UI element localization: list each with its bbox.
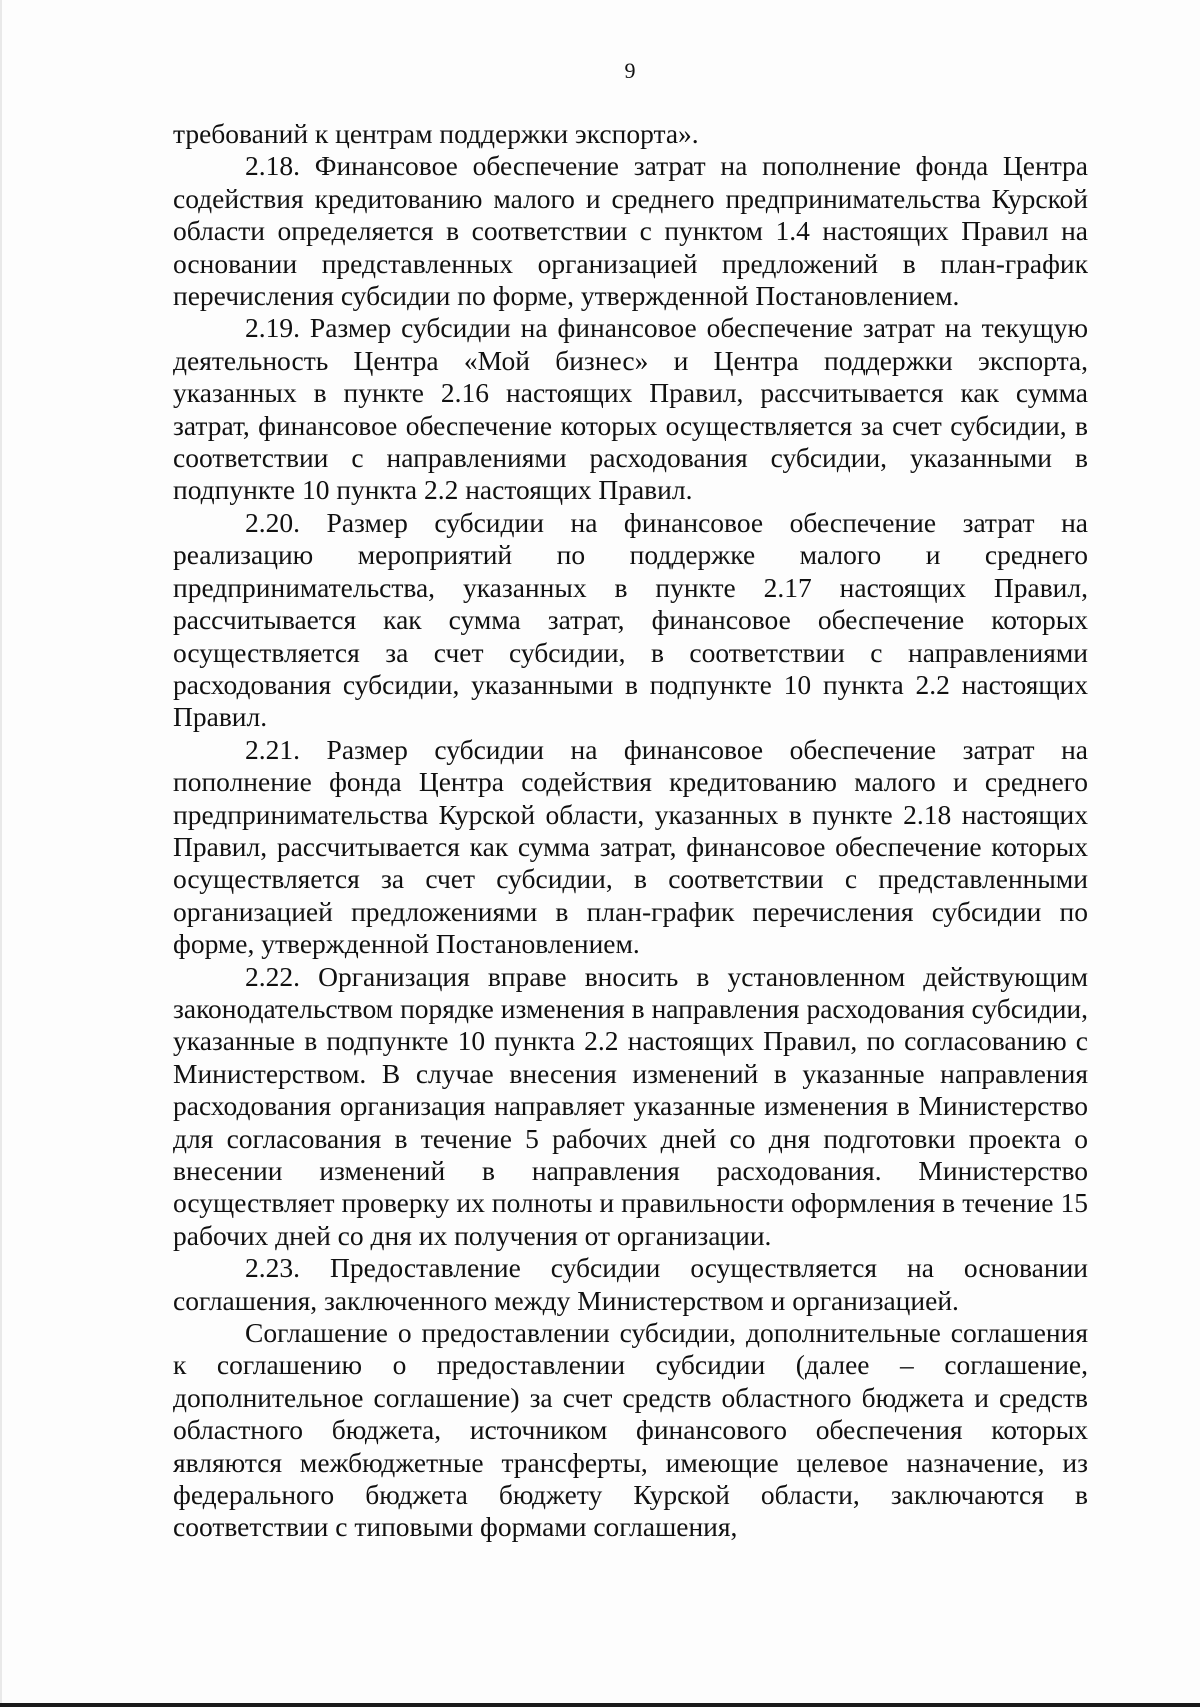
paragraph-2-19: 2.19. Размер субсидии на финансовое обеспечение затрат на текущую деятельность Центра «Мой бизнес» и Центра поддержки экспорта, указанных в пункте 2.16 настоящих Правил, рассчитывается как сумма затрат, финансовое обеспечение которых осуществляется за счет субсидии, в соответствии с направлениями расходования субсидии, указанными в подпункте 10 пункта 2.2 настоящих Правил. [173, 312, 1088, 506]
paragraph-2-18: 2.18. Финансовое обеспечение затрат на пополнение фонда Центра содействия кредитованию малого и среднего предпринимательства Курской области определяется в соответствии с пунктом 1.4 настоящих Правил на основании представленных организацией предложений в план-график перечисления субсидии по форме, утвержденной Постановлением. [173, 150, 1088, 312]
scan-edge [0, 0, 2, 1707]
paragraph-2-21: 2.21. Размер субсидии на финансовое обеспечение затрат на пополнение фонда Центра содействия кредитованию малого и среднего предпринимательства Курской области, указанных в пункте 2.18 настоящих Правил, рассчитывается как сумма затрат, финансовое обеспечение которых осуществляется за счет субсидии, в соответствии с представленными организацией предложениями в план-график перечисления субсидии по форме, утвержденной Постановлением. [173, 733, 1088, 960]
paragraph-agreement: Соглашение о предоставлении субсидии, дополнительные соглашения к соглашению о предоставлении субсидии (далее – соглашение, дополнительное соглашение) за счет средств областного бюджета и средств областного бюджета, источником финансового обеспечения которых являются межбюджетные трансферты, имеющие целевое назначение, из федерального бюджета бюджету Курской области, заключаются в соответствии с типовыми формами соглашения, [173, 1317, 1088, 1543]
paragraph-continuation: требований к центрам поддержки экспорта». [173, 118, 699, 149]
document-body [173, 118, 1088, 1544]
paragraph-2-23: 2.23. Предоставление субсидии осуществляется на основании соглашения, заключенного между Министерством и организацией. [173, 1252, 1088, 1316]
scan-edge-bottom [0, 1703, 1200, 1707]
paragraph-2-20: 2.20. Размер субсидии на финансовое обеспечение затрат на реализацию мероприятий по поддержке малого и среднего предпринимательства, указанных в пункте 2.17 настоящих Правил, рассчитывается как сумма затрат, финансовое обеспечение которых осуществляется за счет субсидии, в соответствии с направлениями расходования субсидии, указанными в подпункте 10 пункта 2.2 настоящих Правил. [173, 506, 1088, 733]
paragraph-2-22: 2.22. Организация вправе вносить в установленном действующим законодательством порядке изменения в направления расходования субсидии, указанные в подпункте 10 пункта 2.2 настоящих Правил, по согласованию с Министерством. В случае внесения изменений в указанные направления расходования организация направляет указанные изменения в Министерство для согласования в течение 5 рабочих дней со дня подготовки проекта о внесении изменений в направления расходования. Министерство осуществляет проверку их полноты и правильности оформления в течение 15 рабочих дней со дня их получения от организации. [173, 960, 1088, 1251]
page-number: 9 [624, 58, 636, 83]
